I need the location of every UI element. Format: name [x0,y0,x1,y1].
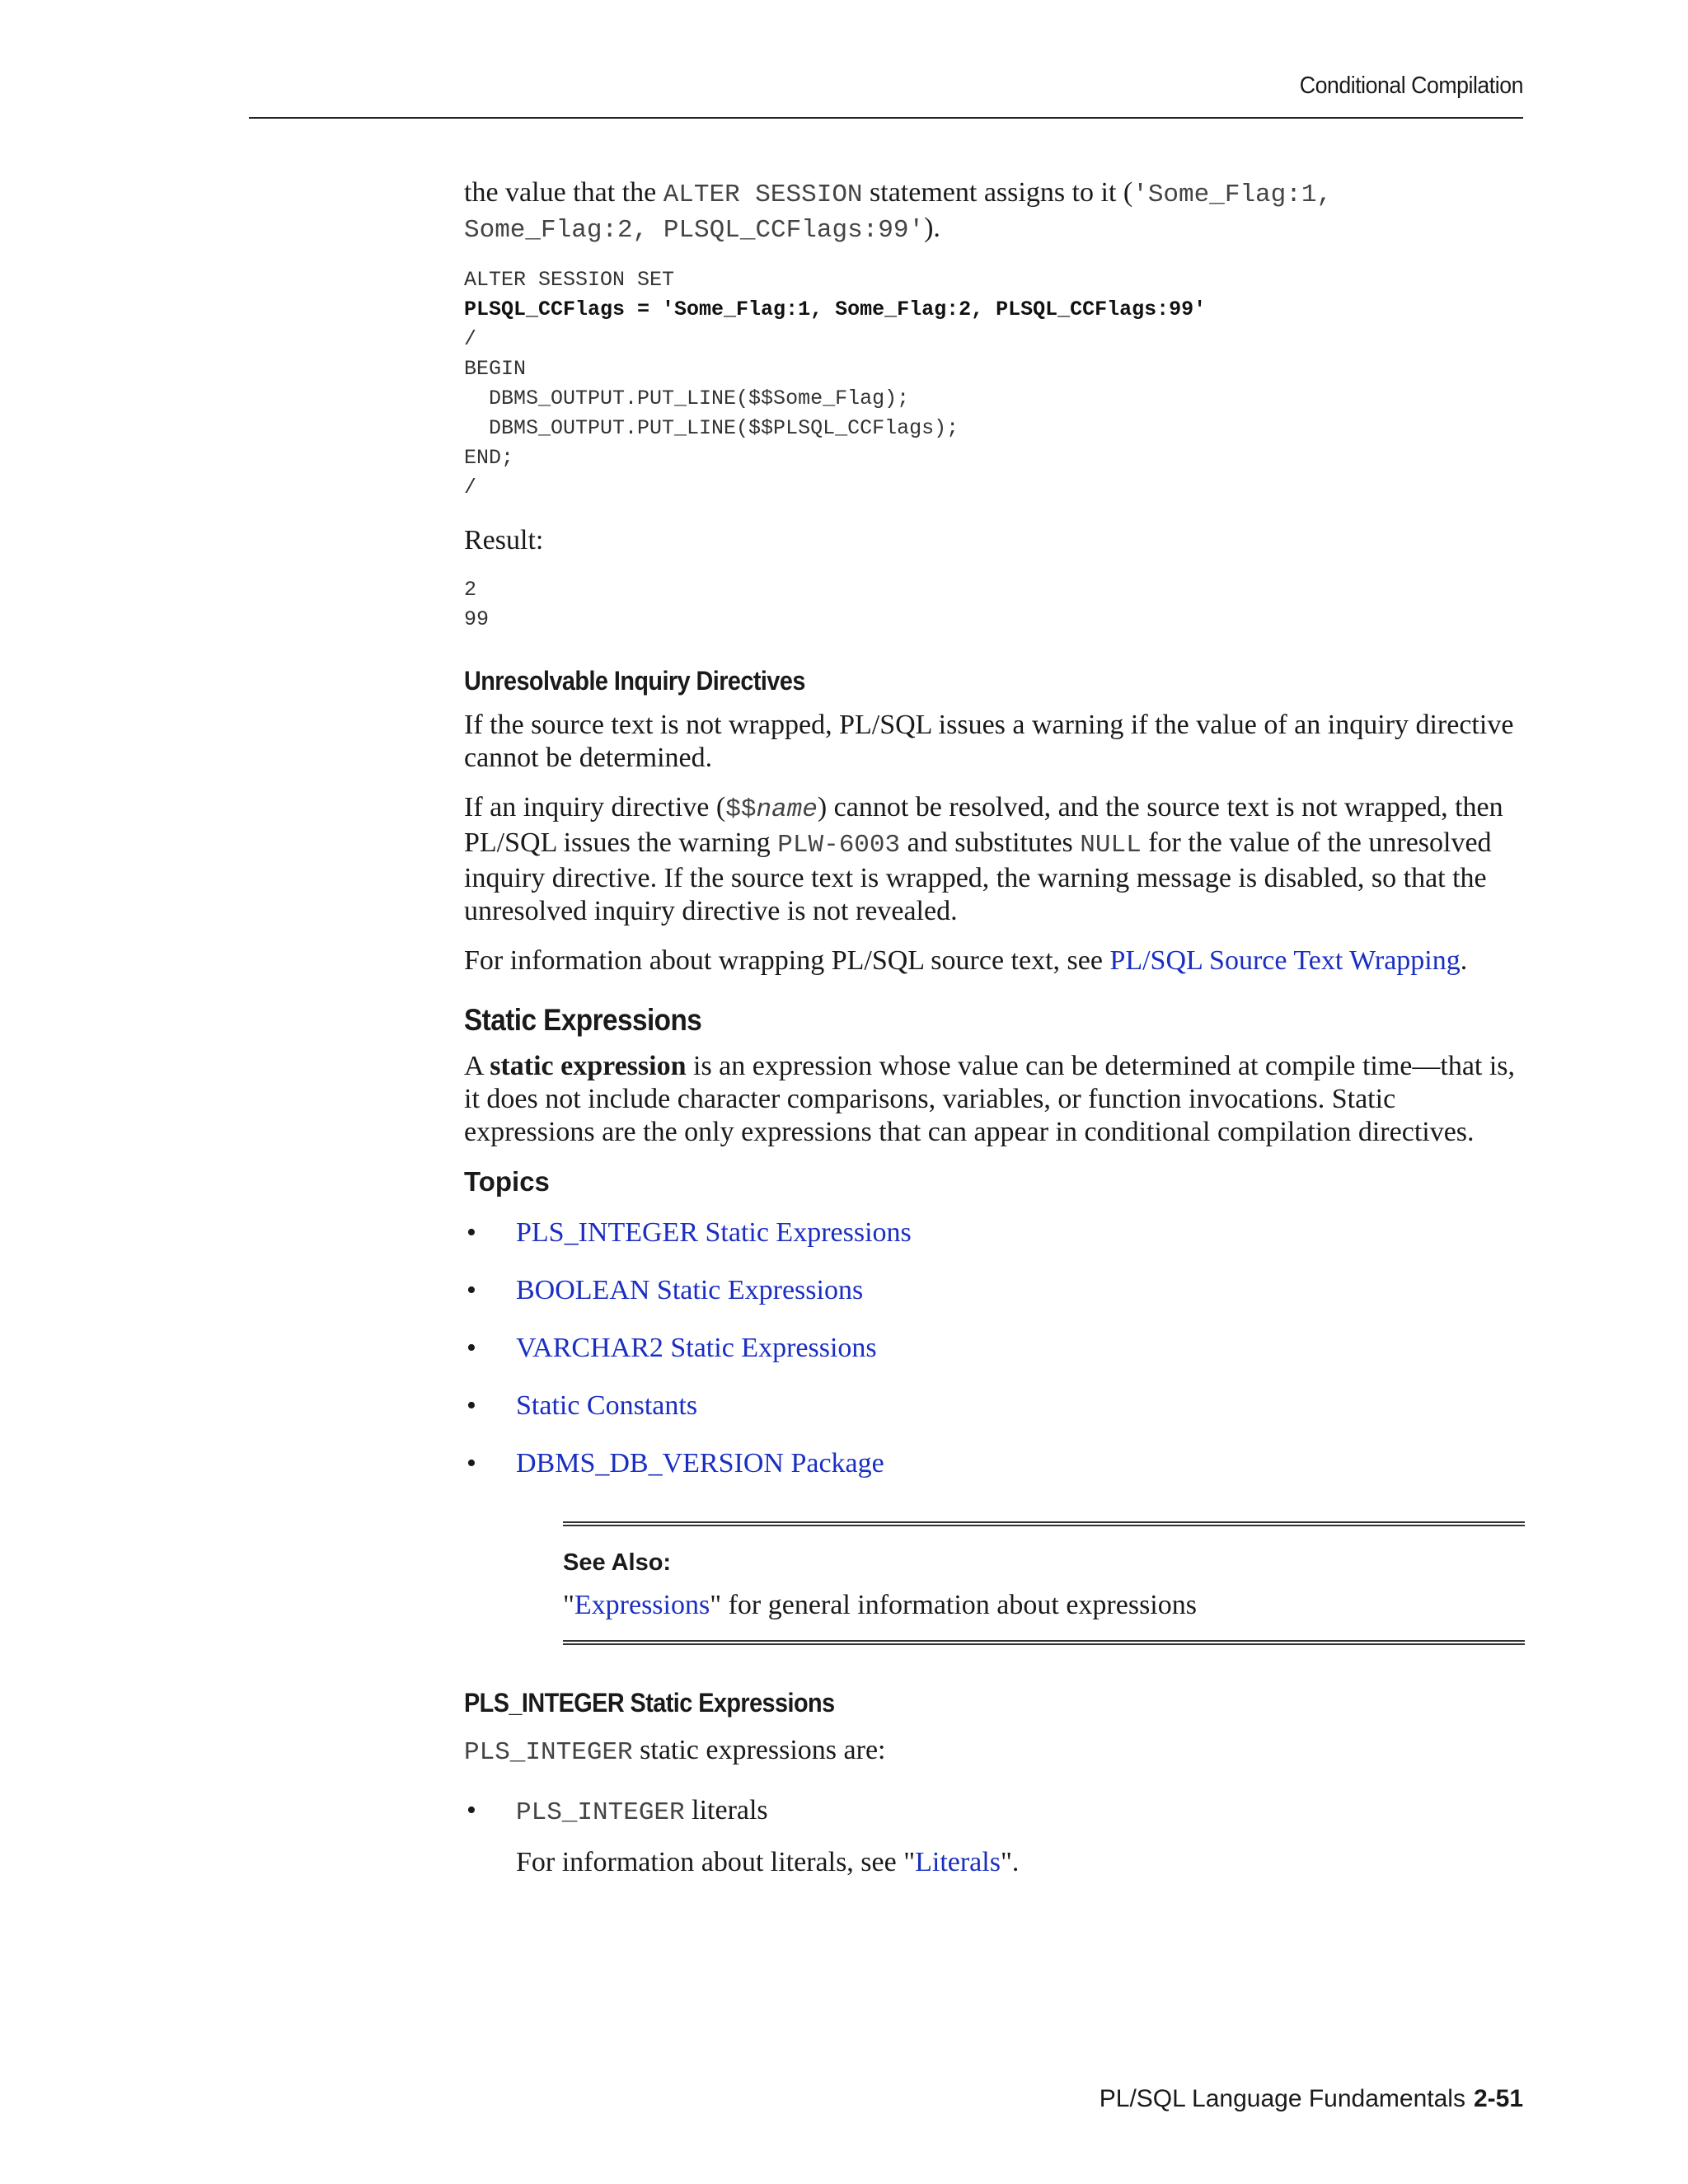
unresolvable-paragraph-2: If an inquiry directive ($$name) cannot be resolved, and the source text is not wrapped, then PL/SQL issues the warning PLW-6003 and substitutes NULL for the value of the unresolved inquiry directive. If the source text is wrapped, the warning message is disabled, so that the unresolved inquiry directive is not revealed. [464,792,1503,926]
flags-code: 'Some_Flag:1, Some_Flag:2, PLSQL_CCFlags:99' [464,180,1333,245]
main-content [464,176,1527,1879]
list-item [464,1274,1527,1332]
plsql-wrapping-link[interactable]: PL/SQL Source Text Wrapping [1109,945,1461,976]
static-expressions-heading: Static Expressions [464,1003,702,1037]
pls-integer-paragraph: PLS_INTEGER static expressions are: [464,1735,886,1767]
result-label: Result: [464,525,544,555]
literals-link[interactable]: Literals [915,1847,1001,1877]
page-footer [1100,2085,1523,2113]
pls-integer-bullet: • PLS_INTEGER literals For information about literals, see "Literals". [464,1794,1527,1879]
see-also-box [563,1521,1525,1645]
warning-code: PLW-6003 [777,831,901,860]
bullet: • [467,1448,476,1479]
result-output: 2 99 [464,578,490,631]
see-also-text: "Expressions" for general information about expressions [563,1590,1197,1620]
running-header: Conditional Compilation [1299,73,1523,99]
topic-link-pls-integer[interactable]: PLS_INTEGER Static Expressions [516,1217,912,1248]
header-rule [249,117,1523,119]
expressions-link[interactable]: Expressions [574,1590,710,1620]
unresolvable-heading: Unresolvable Inquiry Directives [464,666,805,696]
list-item [464,1447,1527,1505]
bullet: • [467,1390,476,1421]
topics-label: Topics [464,1166,550,1197]
page-number: 2-51 [1473,2085,1523,2112]
see-also-bottom-rule [563,1640,1525,1645]
static-expression-term: static expression [490,1051,687,1081]
bullet: • [467,1275,476,1305]
list-item [464,1216,1527,1274]
code-example: ALTER SESSION SET PLSQL_CCFlags = 'Some_Flag:1, Some_Flag:2, PLSQL_CCFlags:99' / BEGIN DBMS_OUTPUT.PUT_LINE($$Some_Flag); DBMS_OUTPUT.PUT_LINE($$PLSQL_CCFlags); END; / [464,268,1207,499]
literals-info: For information about literals, see "Literals". [516,1847,1020,1877]
intro-paragraph: the value that the ALTER SESSION statement assigns to it ('Some_Flag:1, Some_Flag:2, PLSQL_CCFlags:99'). [464,177,1333,245]
static-expressions-paragraph: A static expression is an expression whose value can be determined at compile time—that is, it does not include character comparisons, variables, or function invocations. Static expressions are the only expressions that can appear in conditional compilation directives. [464,1051,1516,1147]
unresolvable-paragraph-1: If the source text is not wrapped, PL/SQL issues a warning if the value of an inquiry directive cannot be determined. [464,710,1514,773]
see-also-title: See Also: [563,1549,672,1576]
bullet: • [467,1333,476,1363]
list-item [464,1332,1527,1390]
topic-link-boolean[interactable]: BOOLEAN Static Expressions [516,1275,864,1305]
list-item [464,1390,1527,1447]
topic-link-static-constants[interactable]: Static Constants [516,1390,698,1421]
topics-list [464,1216,1527,1505]
null-code: NULL [1080,831,1142,860]
alter-session-code: ALTER SESSION [663,180,863,209]
pls-integer-heading: PLS_INTEGER Static Expressions [464,1688,835,1718]
bullet: • [467,1795,476,1825]
unresolvable-paragraph-3: For information about wrapping PL/SQL source text, see PL/SQL Source Text Wrapping. [464,945,1468,976]
topic-link-dbms-db-version[interactable]: DBMS_DB_VERSION Package [516,1448,884,1479]
bullet: • [467,1217,476,1248]
topic-link-varchar2[interactable]: VARCHAR2 Static Expressions [516,1333,877,1363]
see-also-top-rule [563,1521,1525,1526]
footer-title: PL/SQL Language Fundamentals [1099,2085,1465,2112]
